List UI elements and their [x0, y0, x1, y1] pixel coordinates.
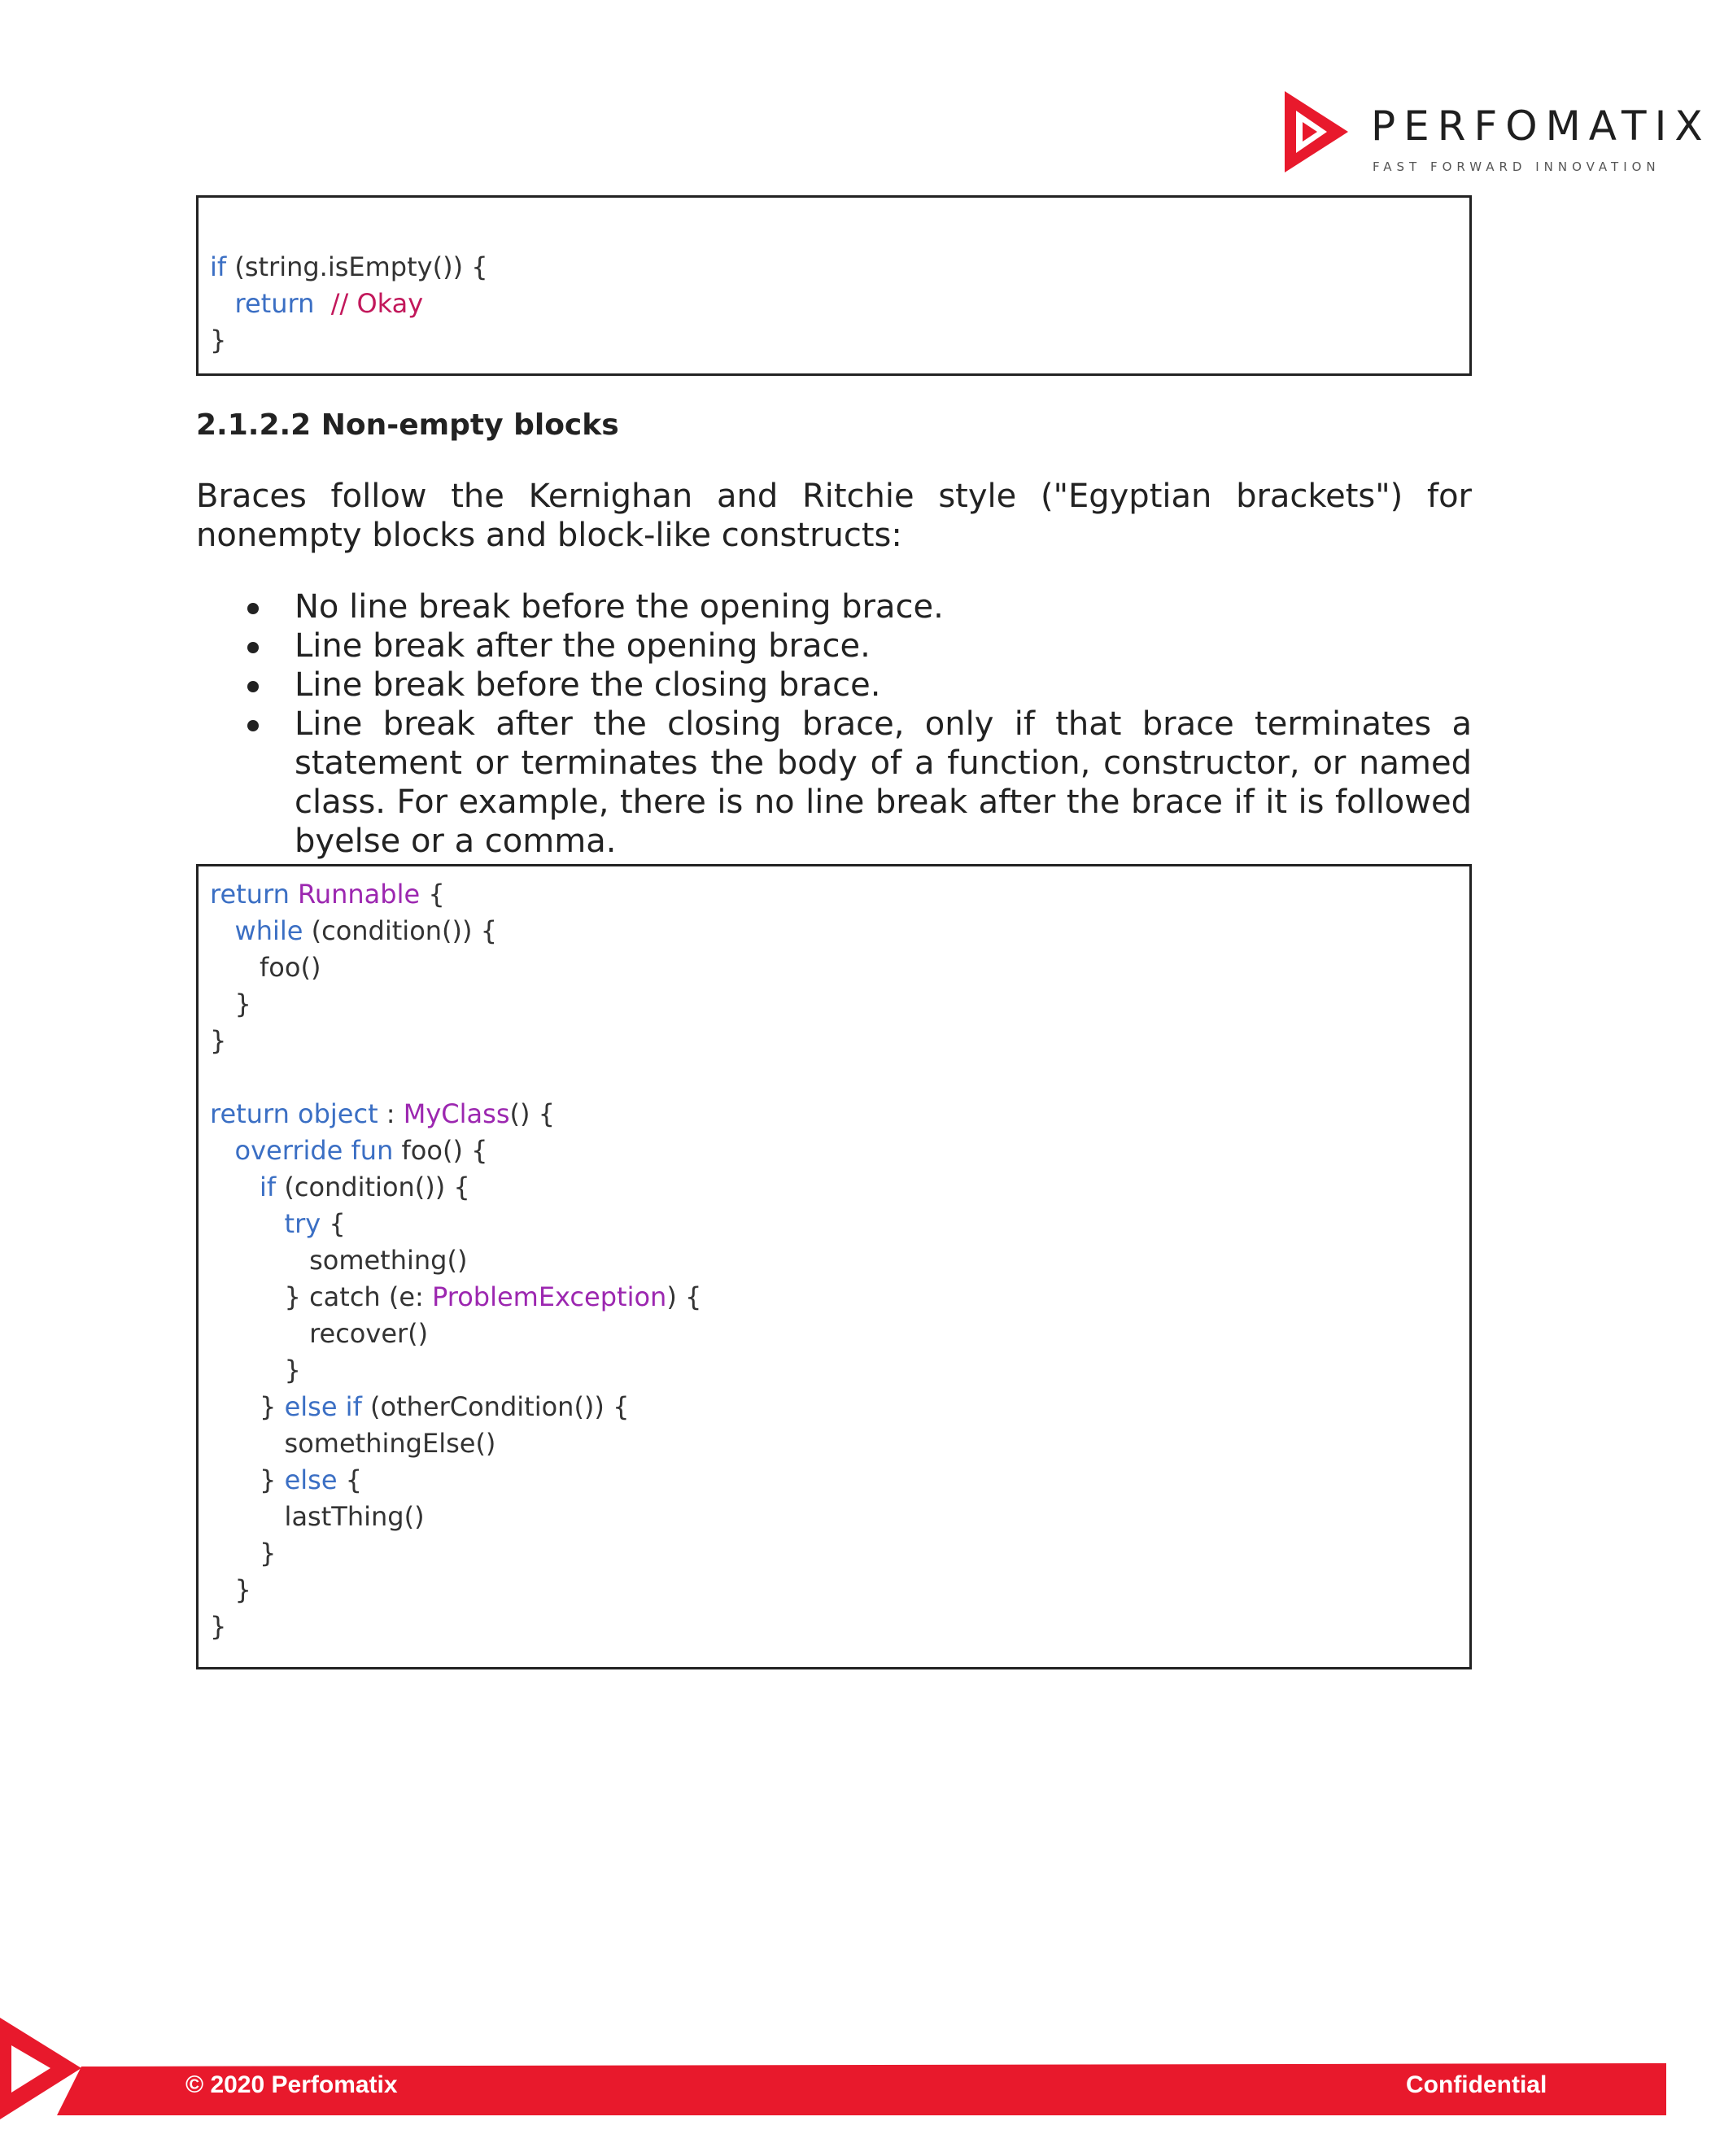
- code-text: (otherCondition()) {: [361, 1391, 630, 1422]
- code-line: [210, 1133, 487, 1169]
- bullet-icon: [247, 681, 259, 692]
- code-line: [210, 1462, 362, 1499]
- code-line: [210, 1499, 425, 1535]
- code-line: [210, 949, 321, 986]
- code-text: [210, 1135, 235, 1166]
- code-text: {: [337, 1464, 363, 1495]
- code-text: somethingElse(): [210, 1428, 496, 1459]
- code-line: [210, 249, 488, 286]
- page-footer: [0, 2018, 1666, 2115]
- code-line: [210, 913, 497, 949]
- code-keyword: return: [234, 288, 315, 319]
- code-text: [210, 1208, 285, 1239]
- code-class-name: Runnable: [298, 879, 421, 910]
- code-text: [210, 288, 235, 319]
- list-item: Line break before the closing brace.: [244, 666, 1472, 705]
- code-text: (string.isEmpty()) {: [226, 251, 488, 282]
- code-keyword: else: [284, 1464, 338, 1495]
- code-keyword: try: [284, 1208, 321, 1239]
- brand-tagline: FAST FORWARD INNOVATION: [1373, 159, 1661, 174]
- brand-name: PERFOMATIX: [1371, 103, 1711, 150]
- footer-copyright: © 2020 Perfomatix: [186, 2071, 398, 2098]
- code-text: [290, 879, 298, 910]
- bullet-icon: [247, 603, 259, 614]
- code-line: [210, 286, 423, 322]
- code-text: {: [420, 879, 445, 910]
- code-text: :: [378, 1098, 404, 1129]
- code-text: lastThing(): [210, 1501, 425, 1532]
- code-text: foo() {: [393, 1135, 488, 1166]
- section-paragraph: Braces follow the Kernighan and Ritchie style ("Egyptian brackets") for nonempty blocks and block-like constructs:: [196, 478, 1472, 554]
- code-line: [210, 1279, 701, 1316]
- code-text: }: [210, 325, 227, 356]
- code-text: (condition()) {: [303, 915, 498, 946]
- code-line: [210, 1316, 428, 1352]
- code-text: }: [210, 1538, 277, 1569]
- code-keyword: else if: [284, 1391, 362, 1422]
- code-line: [210, 1608, 226, 1645]
- list-item: No line break before the opening brace.: [244, 587, 1472, 626]
- code-keyword: return: [210, 879, 290, 910]
- code-line: [210, 322, 226, 359]
- play-triangle-logo-icon: [1281, 88, 1351, 176]
- code-text: () {: [509, 1098, 555, 1129]
- code-text: }: [210, 989, 251, 1019]
- code-text: }: [210, 1355, 301, 1386]
- code-class-name: ProblemException: [432, 1281, 667, 1312]
- code-text: (condition()) {: [276, 1172, 470, 1202]
- code-line: [210, 1023, 226, 1059]
- list-item: Line break after the closing brace, only if that brace terminates a statement or terminates the body of a function, constructor, or named class. For example, there is no line break after the brace if it is followed byelse or a comma.: [244, 705, 1472, 861]
- code-line: [210, 1242, 467, 1279]
- code-text: [314, 288, 330, 319]
- code-text: }: [210, 1464, 285, 1495]
- code-text: ) {: [666, 1281, 702, 1312]
- list-item: Line break after the opening brace.: [244, 626, 1472, 666]
- code-line: [210, 1352, 301, 1389]
- code-keyword: return object: [210, 1098, 378, 1129]
- code-text: {: [321, 1208, 346, 1239]
- code-line: [210, 1169, 470, 1206]
- code-text: [210, 1172, 260, 1202]
- section-heading: 2.1.2.2 Non-empty blocks: [196, 408, 619, 442]
- code-text: }: [210, 1611, 227, 1642]
- code-text: something(): [210, 1245, 468, 1276]
- code-block-nonempty-blocks: [196, 864, 1472, 1669]
- code-line: [210, 1425, 495, 1462]
- code-class-name: MyClass: [403, 1098, 510, 1129]
- code-line: [210, 1096, 555, 1133]
- code-keyword: override fun: [234, 1135, 394, 1166]
- code-line: [210, 1535, 276, 1572]
- code-text: foo(): [210, 952, 321, 983]
- code-line: [210, 876, 445, 913]
- bullet-icon: [247, 720, 259, 731]
- code-keyword: if: [210, 251, 227, 282]
- perfomatix-logo: [1281, 88, 1711, 177]
- footer-band-icon: [0, 2018, 1666, 2115]
- code-line: [210, 986, 251, 1023]
- code-line: [210, 1389, 629, 1425]
- code-text: }: [210, 1574, 251, 1605]
- code-keyword: while: [234, 915, 303, 946]
- code-line: [210, 1572, 251, 1608]
- code-text: [210, 915, 235, 946]
- code-comment: // Okay: [330, 288, 424, 319]
- code-block-empty-block: [196, 195, 1472, 376]
- code-line: [210, 1206, 346, 1242]
- footer-confidential: Confidential: [1406, 2071, 1547, 2098]
- code-text: }: [210, 1025, 227, 1056]
- code-text: } catch (e:: [210, 1281, 432, 1312]
- code-keyword: if: [260, 1172, 277, 1202]
- bullet-list: [244, 587, 1472, 861]
- bullet-icon: [247, 642, 259, 653]
- code-text: }: [210, 1391, 285, 1422]
- code-text: recover(): [210, 1318, 429, 1349]
